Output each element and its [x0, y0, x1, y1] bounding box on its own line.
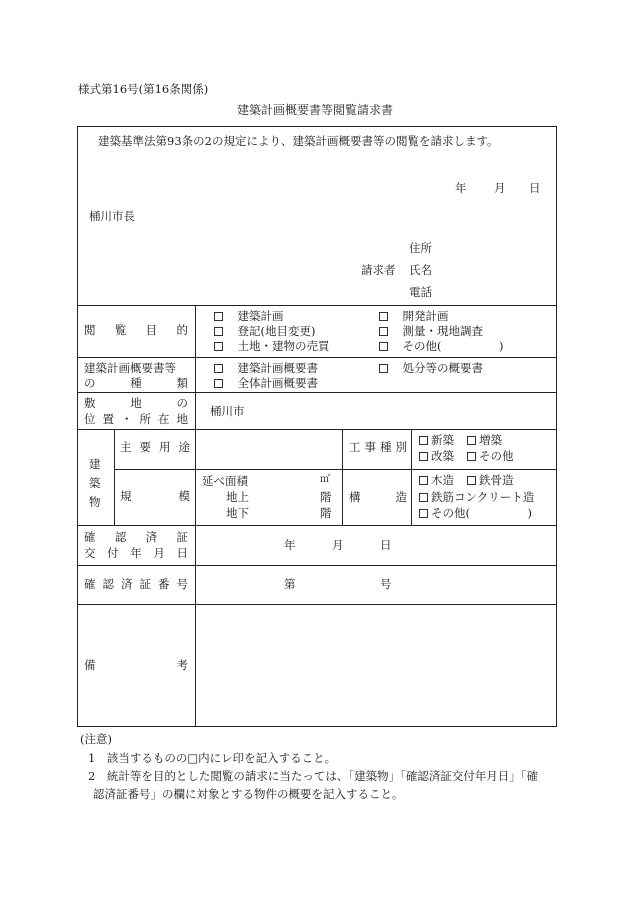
- addressee: 桶川市長: [89, 209, 135, 223]
- location-value[interactable]: 桶川市: [210, 404, 245, 418]
- type-option-disposition[interactable]: 処分等の概要書: [379, 363, 483, 375]
- checkbox[interactable]: [419, 509, 428, 518]
- purpose-option-sale[interactable]: 土地・建物の売買: [214, 341, 330, 353]
- checkbox[interactable]: [419, 476, 428, 485]
- checkbox[interactable]: [467, 476, 476, 485]
- cert-date-label-line2: 交 付 年 月 日: [84, 546, 188, 560]
- checkbox[interactable]: [214, 379, 223, 388]
- types-label-line1: 建築計画概要書等: [84, 361, 176, 375]
- cert-date-day: 日: [380, 538, 392, 552]
- floor-area-unit: ㎡: [320, 474, 330, 485]
- checkbox[interactable]: [379, 364, 388, 373]
- structure-rc[interactable]: 鉄筋コンクリート造: [419, 492, 534, 504]
- structure-other[interactable]: その他( ): [419, 508, 532, 520]
- purpose-option-survey[interactable]: 測量・現地調査: [379, 326, 483, 338]
- structure-wood[interactable]: 木造: [419, 475, 454, 487]
- remarks-label: 備 考: [84, 658, 188, 672]
- structure-label: 構 造: [349, 490, 407, 504]
- purpose-label: 閲 覧 目 的: [84, 323, 188, 337]
- below-ground-label: 地下: [226, 506, 249, 520]
- date-day: 日: [529, 181, 541, 195]
- cert-number-prefix: 第: [284, 577, 296, 591]
- structure-steel[interactable]: 鉄骨造: [467, 475, 514, 487]
- checkbox[interactable]: [379, 327, 388, 336]
- requester-label: 請求者: [361, 263, 396, 277]
- remarks-field[interactable]: [196, 605, 556, 726]
- type-option-overall[interactable]: 全体計画概要書: [214, 378, 318, 390]
- checkbox[interactable]: [379, 342, 388, 351]
- cert-date-year: 年: [284, 538, 296, 552]
- checkbox[interactable]: [467, 452, 476, 461]
- cert-date-label-line1: 確 認 済 証: [84, 530, 188, 544]
- purpose-option-building-plan[interactable]: 建築計画: [214, 311, 284, 323]
- form-title: 建築計画概要書等閲覧請求書: [236, 103, 393, 117]
- purpose-option-other[interactable]: その他( ): [379, 341, 503, 353]
- address-label: 住所: [409, 241, 432, 255]
- date-year: 年: [455, 181, 467, 195]
- notes-heading: (注意): [80, 732, 112, 746]
- checkbox[interactable]: [214, 327, 223, 336]
- checkbox[interactable]: [419, 452, 428, 461]
- scale-label: 規 模: [120, 489, 190, 503]
- phone-label: 電話: [409, 285, 432, 299]
- cert-number-suffix: 号: [380, 577, 392, 591]
- checkbox[interactable]: [419, 493, 428, 502]
- floor-area-label: 延べ面積: [202, 474, 248, 488]
- checkbox[interactable]: [214, 342, 223, 351]
- checkbox[interactable]: [214, 312, 223, 321]
- work-type-renovation[interactable]: 改築: [419, 451, 454, 463]
- cert-number-label: 確 認 済 証 番 号: [84, 577, 188, 591]
- form-table: [77, 126, 557, 727]
- work-type-extension[interactable]: 増築: [467, 435, 502, 447]
- purpose-option-development-plan[interactable]: 開発計画: [379, 311, 449, 323]
- note-2-continued: 認済証番号」の欄に対象とする物件の概要を記入すること。: [93, 787, 404, 801]
- name-label: 氏名: [409, 263, 432, 277]
- work-type-label: 工 事 種 別: [349, 440, 407, 454]
- below-ground-unit: 階: [320, 506, 332, 520]
- checkbox[interactable]: [379, 312, 388, 321]
- checkbox[interactable]: [467, 436, 476, 445]
- work-type-other[interactable]: その他: [467, 451, 514, 463]
- checkbox[interactable]: [214, 364, 223, 373]
- main-use-label: 主 要 用 途: [120, 440, 190, 454]
- location-label-line1: 敷 地 の: [84, 396, 188, 410]
- above-ground-label: 地上: [226, 490, 249, 504]
- note-1: 1 該当するものの□内にレ印を記入すること。: [88, 751, 337, 765]
- purpose-option-registration[interactable]: 登記(地目変更): [214, 326, 315, 338]
- date-month: 月: [494, 181, 506, 195]
- request-text: 建築基準法第93条の2の規定により、建築計画概要書等の閲覧を請求します。: [98, 134, 499, 148]
- above-ground-unit: 階: [320, 490, 332, 504]
- location-label-line2: 位 置 ・ 所 在 地: [84, 412, 188, 426]
- form-id: 様式第16号(第16条関係): [78, 82, 209, 96]
- cert-date-month: 月: [332, 538, 344, 552]
- type-option-summary[interactable]: 建築計画概要書: [214, 363, 318, 375]
- note-2: 2 統計等を目的とした閲覧の請求に当たっては、「建築物」「確認済証交付年月日」「確: [88, 769, 539, 783]
- building-label: 建築物: [89, 457, 101, 509]
- types-label-line2: の 種 類: [84, 376, 188, 390]
- work-type-new-build[interactable]: 新築: [419, 435, 454, 447]
- checkbox[interactable]: [419, 436, 428, 445]
